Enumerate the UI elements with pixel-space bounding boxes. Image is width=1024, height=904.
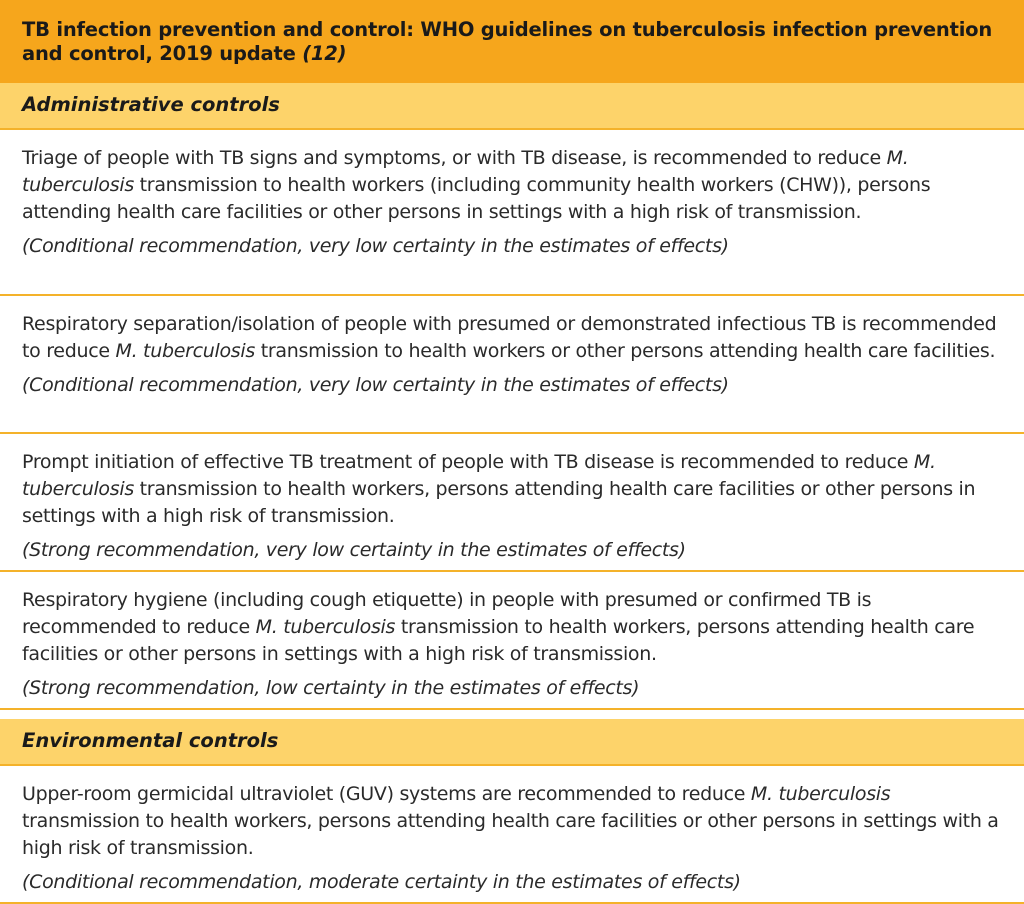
section-gap [0,710,1024,719]
recommendation-text [22,145,1002,226]
recommendation-isolation [0,296,1024,434]
recommendation-text-start: Respiratory separation/isolation of people with presumed or demonstrated infectious TB is recommended to reduce [22,313,997,362]
recommendation-text [22,311,1002,365]
recommendation-text-end: transmission to health workers, persons attending health care facilities or other persons in settings with a high risk of transmission. [22,478,976,527]
recommendation-text-start: Respiratory hygiene (including cough etiquette) in people with presumed or confirmed TB is recommended to reduce [22,589,872,638]
recommendation-text-end: transmission to health workers (including community health workers (CHW)), persons attending health care facilities or other persons in settings with a high risk of transmission. [22,174,931,223]
recommendation-text-start: Triage of people with TB signs and symptoms, or with TB disease, is recommended to reduce [22,147,887,169]
recommendation-grading: (Conditional recommendation, moderate certainty in the estimates of effects) [22,871,741,893]
recommendation-text [22,587,1002,668]
recommendation-triage [0,130,1024,296]
recommendation-text-end: transmission to health workers or other persons attending health care facilities. [254,340,996,362]
box-title-text: TB infection prevention and control: WHO guidelines on tuberculosis infection prevention and control, 2019 update [22,18,993,65]
recommendation-text [22,781,1002,862]
recommendation-respiratory-hygiene [0,572,1024,710]
recommendation-grading: (Strong recommendation, very low certainty in the estimates of effects) [22,539,686,561]
organism-name: M. tuberculosis [115,340,255,362]
section-heading-environmental: Environmental controls [0,719,1024,766]
section-heading-administrative: Administrative controls [0,83,1024,130]
organism-name: M. tuberculosis [22,451,936,500]
recommendation-text-start: Prompt initiation of effective TB treatment of people with TB disease is recommended to reduce [22,451,914,473]
recommendation-grading: (Strong recommendation, low certainty in the estimates of effects) [22,677,640,699]
recommendation-text-end: transmission to health workers, persons attending health care facilities or other persons in settings with a high risk of transmission. [22,810,999,859]
box-title [0,0,1024,83]
recommendation-text-end: transmission to health workers, persons attending health care facilities or other persons in settings with a high risk of transmission. [22,616,975,665]
recommendation-grading: (Conditional recommendation, very low certainty in the estimates of effects) [22,374,729,396]
organism-name: M. tuberculosis [255,616,396,638]
organism-name: M. tuberculosis [750,783,891,805]
recommendation-guv [0,766,1024,904]
box-title-reference: (12) [302,42,347,65]
recommendation-grading: (Conditional recommendation, very low certainty in the estimates of effects) [22,235,729,257]
recommendation-text [22,449,1002,530]
organism-name: M. tuberculosis [22,147,909,196]
recommendation-prompt-treatment [0,434,1024,572]
recommendation-text-start: Upper-room germicidal ultraviolet (GUV) systems are recommended to reduce [22,783,751,805]
